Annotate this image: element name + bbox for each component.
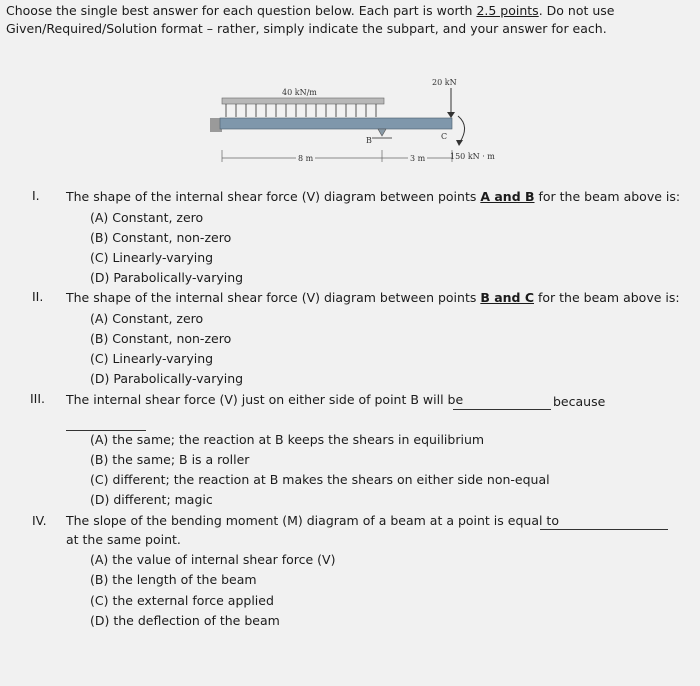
question-1-numeral: I. [32, 188, 40, 203]
instructions-text: Choose the single best answer for each question below. Each part is worth [6, 3, 477, 18]
span-1-label: 8 m [298, 154, 314, 163]
moment-label: 150 kN · m [450, 152, 495, 161]
q2-option-d[interactable]: (D) Parabolically-varying [90, 371, 244, 386]
q3-option-b[interactable]: (B) the same; B is a roller [90, 452, 250, 467]
q2-option-b[interactable]: (B) Constant, non-zero [90, 331, 232, 346]
q1-option-a[interactable]: (A) Constant, zero [90, 210, 204, 225]
question-2-numeral: II. [32, 289, 44, 304]
answer-blank-1[interactable] [453, 395, 551, 414]
q4-option-a[interactable]: (A) the value of internal shear force (V) [90, 552, 336, 567]
question-4-numeral: IV. [32, 513, 47, 528]
because-label: because [553, 394, 606, 409]
question-text: for the beam above is: [534, 189, 681, 204]
q4-option-b[interactable]: (B) the length of the beam [90, 572, 257, 587]
points-reference: A and B [480, 189, 535, 204]
question-3-numeral: III. [30, 391, 46, 406]
beam-figure [200, 70, 520, 180]
question-text: for the beam above is: [534, 290, 680, 305]
question-4-text-line-2: at the same point. [66, 532, 181, 547]
instructions-line-2: Given/Required/Solution format – rather, simply indicate the subpart, and your answer for each. [6, 21, 607, 36]
question-1-text [66, 189, 680, 204]
q1-option-b[interactable]: (B) Constant, non-zero [90, 230, 232, 245]
answer-blank-3[interactable] [540, 515, 668, 534]
q1-option-d[interactable]: (D) Parabolically-varying [90, 270, 244, 285]
q3-option-a[interactable]: (A) the same; the reaction at B keeps the shears in equilibrium [90, 432, 485, 447]
q1-option-c[interactable]: (C) Linearly-varying [90, 250, 214, 265]
distributed-load-label: 40 kN/m [282, 88, 317, 97]
question-text: The shape of the internal shear force (V) diagram between points [66, 290, 481, 305]
point-b-label: B [366, 136, 372, 145]
instructions-text: . Do not use [538, 3, 615, 18]
point-c-label: C [441, 132, 448, 141]
q2-option-c[interactable]: (C) Linearly-varying [90, 351, 214, 366]
question-text: The shape of the internal shear force (V) diagram between points [66, 189, 481, 204]
span-2-label: 3 m [410, 154, 426, 163]
q3-option-c[interactable]: (C) different; the reaction at B makes the shears on either side non-equal [90, 472, 550, 487]
q4-option-d[interactable]: (D) the deflection of the beam [90, 613, 280, 628]
point-load-label: 20 kN [432, 78, 457, 87]
points-reference: B and C [480, 290, 535, 305]
question-4-text: The slope of the bending moment (M) diagram of a beam at a point is equal to [66, 513, 559, 528]
question-2-text [66, 290, 680, 305]
q3-option-d[interactable]: (D) different; magic [90, 492, 213, 507]
q4-option-c[interactable]: (C) the external force applied [90, 593, 274, 608]
q2-option-a[interactable]: (A) Constant, zero [90, 311, 204, 326]
question-3-text: The internal shear force (V) just on either side of point B will be [66, 392, 464, 407]
beam-diagram [200, 70, 520, 180]
points-value: 2.5 points [476, 3, 539, 18]
